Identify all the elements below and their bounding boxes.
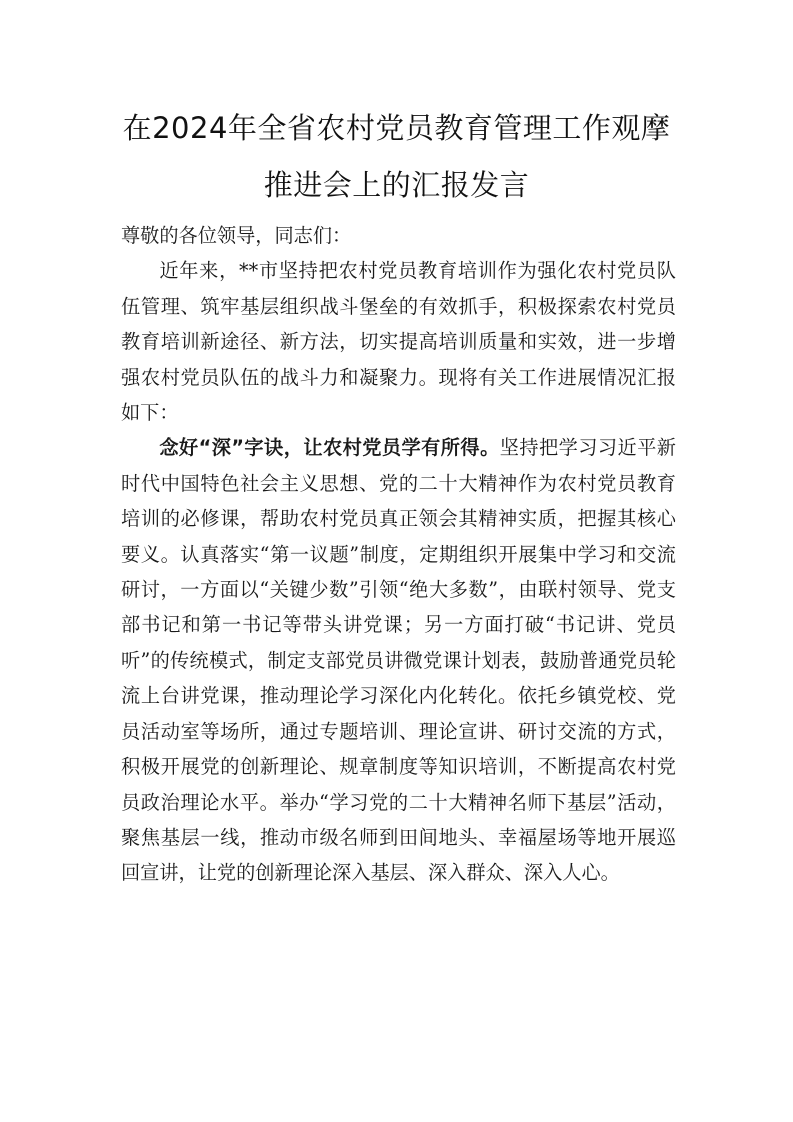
salutation: 尊敬的各位领导，同志们： [121,224,352,247]
document-title-line-2: 推进会上的汇报发言 [263,168,530,202]
paragraph-section-1 [121,430,676,890]
section-1-text: 坚持把学习习近平新时代中国特色社会主义思想、党的二十大精神作为农村党员教育培训的必修课，帮助农村党员真正领会其精神实质，把握其核心要义。认真落实“第一议题”制度，定期组织开展集中学习和交流研讨，一方面以“关键少数”引领“绝大多数”，由联村领导、党支部书记和第一书记等带头讲党课；另一方面打破“书记讲、党员听”的传统模式，制定支部党员讲微党课计划表，鼓励普通党员轮流上台讲党课，推动理论学习深化内化转化。依托乡镇党校、党员活动室等场所，通过专题培训、理论宣讲、研讨交流的方式，积极开展党的创新理论、规章制度等知识培训，不断提高农村党员政治理论水平。举办“学习党的二十大精神名师下基层”活动，聚焦基层一线，推动市级名师到田间地头、幸福屋场等地开展巡回宣讲，让党的创新理论深入基层、深入群众、深入人心。 [121,436,676,885]
document-body [121,218,676,891]
paragraph-intro-text: 近年来，**市坚持把农村党员教育培训作为强化农村党员队伍管理、筑牢基层组织战斗堡垒的有效抓手，积极探索农村党员教育培训新途径、新方法，切实提高培训质量和实效，进一步增强农村党员队伍的战斗力和凝聚力。现将有关工作进展情况汇报如下： [121,259,676,425]
paragraph-intro [121,253,676,430]
section-1-heading: 念好“深”字诀，让农村党员学有所得。 [159,436,500,460]
document-title-line-1: 在2024年全省农村党员教育管理工作观摩 [122,111,671,145]
